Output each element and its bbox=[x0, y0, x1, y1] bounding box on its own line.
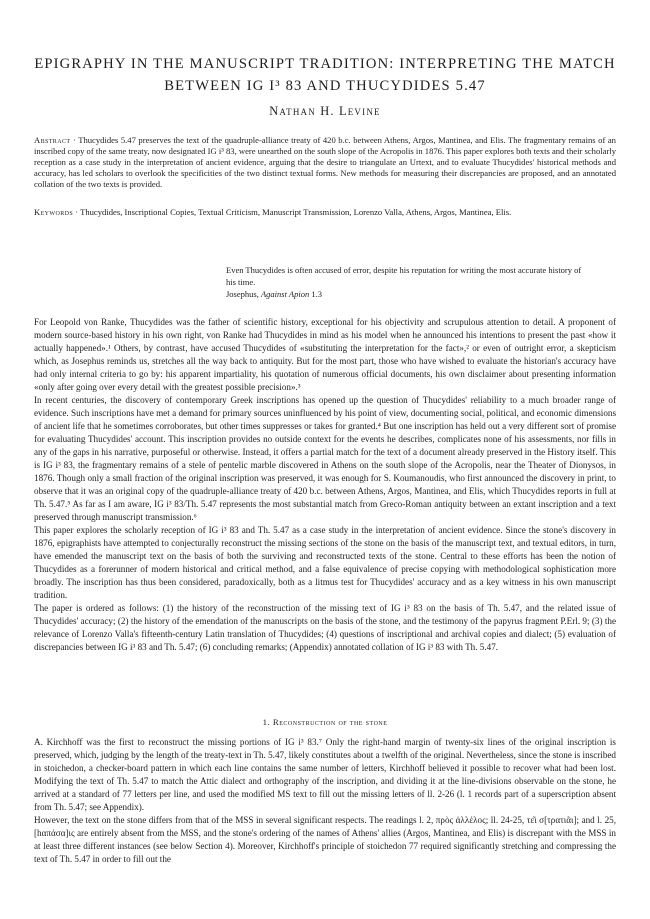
abstract-label: Abstract bbox=[34, 135, 71, 145]
introduction bbox=[34, 316, 616, 654]
keywords-separator: · bbox=[73, 207, 81, 217]
intro-paragraph-2: In recent centuries, the discovery of contemporary Greek inscriptions has opened up the question of Thucydides' reliability to a much broader range of evidence. Such inscriptions have met a demand for primary sources uninfluenced by his point of view, documenting social, political, and economic dimensions of ancient life that he sometimes corroborates, but other times suppresses or takes for granted.⁴ But one inscription has held out a very different sort of promise for evaluating Thucydides' account. This inscription provides no outside context for the events he describes, complicates none of his assessments, nor fills in any of the gaps in his narrative, purposeful or otherwise. Instead, it offers a partial match for the text of a document already preserved in the History itself. This is IG i³ 83, the fragmentary remains of a stele of pentelic marble discovered in Athens on the south slope of the Acropolis, near the Theater of Dionysos, in 1876. Though only a small fraction of the original inscription was preserved, it was enough for S. Koumanoudis, who first announced the discovery in print, to observe that it was an original copy of the quadruple-alliance treaty of 420 b.c. between Athens, Argos, Mantinea, and Elis, which Thucydides reports in full at Th. 5.47.⁵ As far as I am aware, IG i³ 83/Th. 5.47 represents the most substantial match from Greco-Roman antiquity between an extant inscription and a text preserved through manuscript transmission.⁶ bbox=[34, 395, 616, 523]
section-1-body bbox=[34, 736, 616, 866]
intro-paragraph-1: For Leopold von Ranke, Thucydides was the father of scientific history, exceptional for his objectivity and scrupulous attention to detail. A proponent of modern source-based history in his own right, von Ranke had Thucydides in mind as his model when he announced his intentions to present the past «how it actually happened».¹ Others, by contrast, have accused Thucydides of «substituting the interpretation for the fact»,² or even of outright error, a skepticism which, as Josephus reminds us, stretches all the way back to antiquity. But for the most part, those who have wished to evaluate the historian's accuracy have had only internal criteria to go by: his apparent impartiality, his quotation of numerous official documents, his own disclaimer about presenting information «only after going over every detail with the greatest possible precision».³ bbox=[34, 317, 616, 393]
epigraph-work: Against Apion bbox=[260, 289, 310, 299]
section-1-paragraph-1: A. Kirchhoff was the first to reconstruct the missing portions of IG i³ 83.⁷ Only the right-hand margin of twenty-six lines of the original inscription is preserved, which, judging by the length of the treaty-text in Th. 5.47, likely constitutes about a twelfth of the original. Nevertheless, since the stone is inscribed in stoichedon, a checker-board pattern in which each line contains the same number of letters, Kirchhoff believed it possible to recover what had been lost. Modifying the text of Th. 5.47 to match the Attic dialect and orthography of the inscription, and dividing it at the line-divisions observable on the stone, he arrived at a standard of 77 letters per line, and used the modified MS text to fill out the missing letters of ll. 2-26 (l. 1 records part of a superscription absent from Th. 5.47; see Appendix). bbox=[34, 737, 616, 813]
article-author: Nathan H. Levine bbox=[269, 104, 381, 118]
epigraph bbox=[226, 264, 588, 300]
section-heading: 1. Reconstruction of the stone bbox=[262, 717, 388, 727]
epigraph-author: Josephus, bbox=[226, 289, 261, 299]
intro-paragraph-4: The paper is ordered as follows: (1) the history of the reconstruction of the missing text of IG i³ 83 on the basis of Th. 5.47, and the related issue of Thucydides' accuracy; (2) the history of the emendation of the manuscripts on the basis of the stone, and the testimony of the papyrus fragment P.Erl. 9; (3) the relevance of Lorenzo Valla's fifteenth-century Latin translation of Thucydides; (4) questions of inscriptional and archival copies and dialect; (5) evaluation of discrepancies between IG i³ 83 and Th. 5.47; (6) concluding remarks; (Appendix) annotated collation of IG i³ 83 with Th. 5.47. bbox=[34, 603, 616, 653]
epigraph-ref: 1.3 bbox=[309, 289, 322, 299]
abstract bbox=[34, 135, 616, 190]
section-1-paragraph-2: However, the text on the stone differs from that of the MSS in several significant respects. The readings l. 2, πρὸς ἀλλέλος; ll. 24-25, τε͂ι σ[τρατιᾶι]; and l. 25, [hαπάσα]ις are entirely absent from the MSS, and the stone's ordering of the names of Athens' allies (Argos, Mantinea, and Elis) is discrepant with the MSS in at least three different instances (see below Section 4). Moreover, Kirchhoff's principle of stoichedon 77 required significantly stretching and compressing the text of Th. 5.47 in order to fill out the bbox=[34, 815, 616, 865]
intro-paragraph-3: This paper explores the scholarly reception of IG i³ 83 and Th. 5.47 as a case study in the interpretation of ancient evidence. Since the stone's discovery in 1876, epigraphists have attempted to conjecturally reconstruct the missing sections of the stone on the basis of the manuscript text, and textual editors, in turn, have emended the manuscript text on the basis of both the surviving and reconstructed texts of the stone. Central to these efforts has been the notion of Thucydides as a forerunner of modern historical and critical method, and a false equivalence of precise copying with methodological sophistication more broadly. The inscription has thus been considered, paradoxically, both as a litmus test for Thucydides' accuracy and as a key witness in his own manuscript tradition. bbox=[34, 525, 616, 601]
keywords-text: Thucydides, Inscriptional Copies, Textual Criticism, Manuscript Transmission, Lorenzo Valla, Athens, Argos, Mantinea, Elis. bbox=[80, 207, 512, 217]
abstract-text: Thucydides 5.47 preserves the text of the quadruple-alliance treaty of 420 b.c. between Athens, Argos, Mantinea, and Elis. The fragmentary remains of an inscribed copy of the same treaty, now designated IG i³ 83, were unearthed on the south slope of the Acropolis in 1876. This paper explores both texts and their scholarly reception as a case study in the interpretation of ancient evidence, arguing that the desire to triangulate an Urtext, and to evaluate Thucydides' historical methods and accuracy, has led scholars to overlook the specificities of the two distinct textual forms. New methods for measuring their discrepancies are proposed, and an annotated collation of the two texts is provided. bbox=[34, 135, 616, 190]
epigraph-attribution bbox=[226, 288, 588, 300]
abstract-separator: · bbox=[70, 135, 79, 145]
keywords bbox=[34, 207, 616, 218]
epigraph-quote: Even Thucydides is often accused of error, despite his reputation for writing the most accurate history of his time. bbox=[226, 265, 582, 287]
keywords-label: Keywords bbox=[34, 207, 74, 217]
article-title: EPIGRAPHY IN THE MANUSCRIPT TRADITION: INTERPRETING THE MATCH BETWEEN IG I³ 83 AND THUCYDIDES 5.47 bbox=[34, 56, 616, 94]
